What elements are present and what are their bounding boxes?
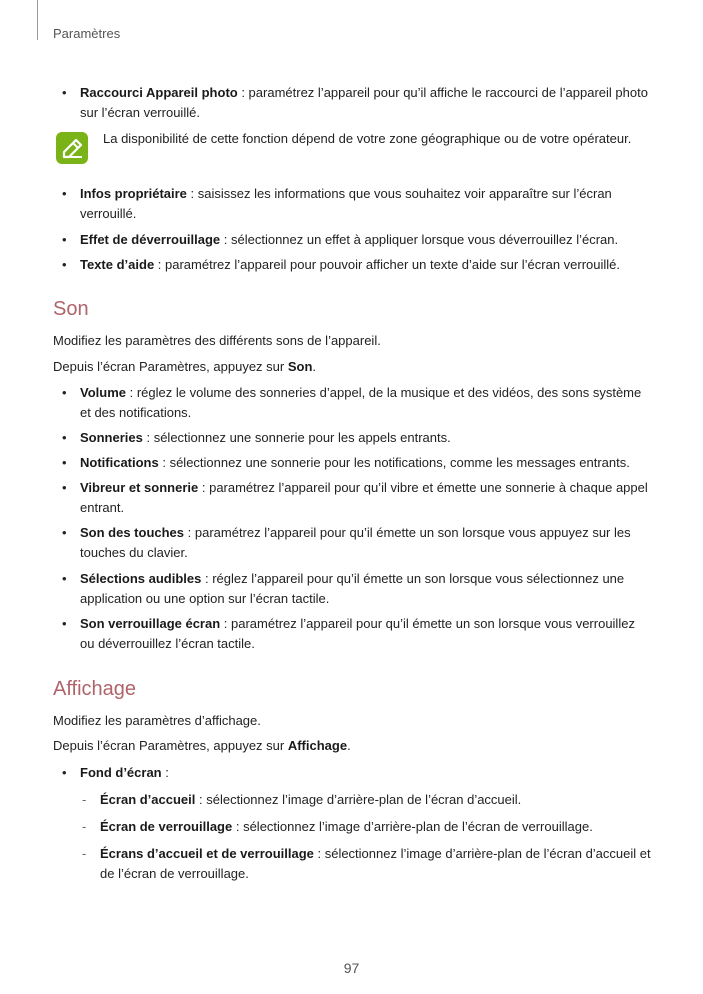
path-suffix: . — [312, 359, 317, 374]
bullet-icon: • — [62, 525, 67, 540]
section-path — [53, 357, 653, 377]
path-suffix: . — [347, 738, 351, 753]
section-title-son: Son — [53, 298, 89, 320]
list-item — [62, 569, 652, 609]
sub-list-item — [82, 790, 652, 810]
description: : sélectionnez un effet à appliquer lorsque vous déverrouillez l’écran. — [220, 232, 619, 247]
path-prefix: Depuis l’écran Paramètres, appuyez sur — [53, 359, 288, 374]
list-item — [62, 184, 652, 224]
bullet-icon: • — [62, 571, 67, 586]
term: Écrans d’accueil et de verrouillage — [100, 846, 314, 861]
header-rule — [37, 0, 38, 40]
dash-icon: - — [82, 819, 87, 834]
bullet-icon: • — [62, 232, 67, 247]
bullet-icon: • — [62, 430, 67, 445]
section-intro: Modifiez les paramètres des différents sons de l’appareil. — [53, 333, 381, 348]
description: : paramétrez l’appareil pour qu’il émette un son lorsque vous appuyez sur les touches du clavier. — [80, 525, 631, 560]
term: Volume — [80, 385, 126, 400]
note-text: La disponibilité de cette fonction dépend de votre zone géographique ou de votre opérateur. — [103, 131, 632, 146]
section-path — [53, 736, 653, 756]
term: Texte d’aide — [80, 257, 155, 272]
bullet-icon: • — [62, 765, 67, 780]
term: Son verrouillage écran — [80, 616, 221, 631]
description: : sélectionnez une sonnerie pour les appels entrants. — [142, 430, 451, 445]
dash-icon: - — [82, 846, 87, 861]
sub-list-item — [82, 844, 652, 884]
path-term: Son — [287, 359, 313, 374]
term: Effet de déverrouillage — [80, 232, 221, 247]
term: Écran d’accueil — [100, 792, 196, 807]
term: Vibreur et sonnerie — [80, 480, 199, 495]
description: : sélectionnez l’image d’arrière-plan de l’écran d’accueil et de l’écran de verrouillage. — [100, 846, 651, 881]
list-item — [62, 763, 652, 783]
term: Sélections audibles — [80, 571, 202, 586]
description: : saisissez les informations que vous souhaitez voir apparaître sur l’écran verrouillé. — [80, 186, 612, 221]
description: : paramétrez l’appareil pour qu’il vibre et émette une sonnerie à chaque appel entrant. — [80, 480, 648, 515]
sub-list-item — [82, 817, 652, 837]
path-prefix: Depuis l’écran Paramètres, appuyez sur — [53, 738, 288, 753]
list-item — [62, 478, 652, 518]
bullet-icon: • — [62, 85, 67, 100]
dash-icon: - — [82, 792, 87, 807]
bullet-icon: • — [62, 455, 67, 470]
description: : sélectionnez l’image d’arrière-plan de l’écran de verrouillage. — [232, 819, 593, 834]
section-title-affichage: Affichage — [53, 678, 137, 700]
description: : — [161, 765, 169, 780]
description: : réglez le volume des sonneries d’appel, de la musique et des vidéos, des sons système et des notifications. — [80, 385, 642, 420]
description: : sélectionnez une sonnerie pour les notifications, comme les messages entrants. — [158, 455, 630, 470]
term: Notifications — [80, 455, 159, 470]
description: : paramétrez l’appareil pour qu’il affiche le raccourci de l’appareil photo sur l’écran verrouillé. — [80, 85, 648, 120]
term: Son des touches — [80, 525, 185, 540]
description: : sélectionnez l’image d’arrière-plan de l’écran d’accueil. — [195, 792, 522, 807]
page-header: Paramètres — [53, 26, 121, 41]
list-item — [62, 83, 652, 123]
list-item — [62, 523, 652, 563]
description: : réglez l’appareil pour qu’il émette un son lorsque vous sélectionnez une application ou une option sur l’écran tactile. — [80, 571, 625, 606]
list-item — [62, 383, 652, 423]
term: Raccourci Appareil photo — [80, 85, 238, 100]
bullet-icon: • — [62, 385, 67, 400]
description: : paramétrez l’appareil pour qu’il émette un son lorsque vous verrouillez ou déverrouillez l’écran tactile. — [80, 616, 635, 651]
bullet-icon: • — [62, 480, 67, 495]
section-intro: Modifiez les paramètres d’affichage. — [53, 713, 261, 728]
term: Fond d’écran — [80, 765, 162, 780]
term: Sonneries — [80, 430, 143, 445]
term: Écran de verrouillage — [100, 819, 233, 834]
bullet-icon: • — [62, 257, 67, 272]
path-term: Affichage — [287, 738, 348, 753]
list-item — [62, 453, 652, 473]
description: : paramétrez l’appareil pour pouvoir afficher un texte d’aide sur l’écran verrouillé. — [154, 257, 621, 272]
term: Infos propriétaire — [80, 186, 187, 201]
list-item — [62, 428, 652, 448]
bullet-icon: • — [62, 186, 67, 201]
page-number: 97 — [343, 960, 360, 976]
list-item — [62, 255, 652, 275]
list-item — [62, 230, 652, 250]
bullet-icon: • — [62, 616, 67, 631]
note-icon — [55, 131, 89, 165]
list-item — [62, 614, 652, 654]
